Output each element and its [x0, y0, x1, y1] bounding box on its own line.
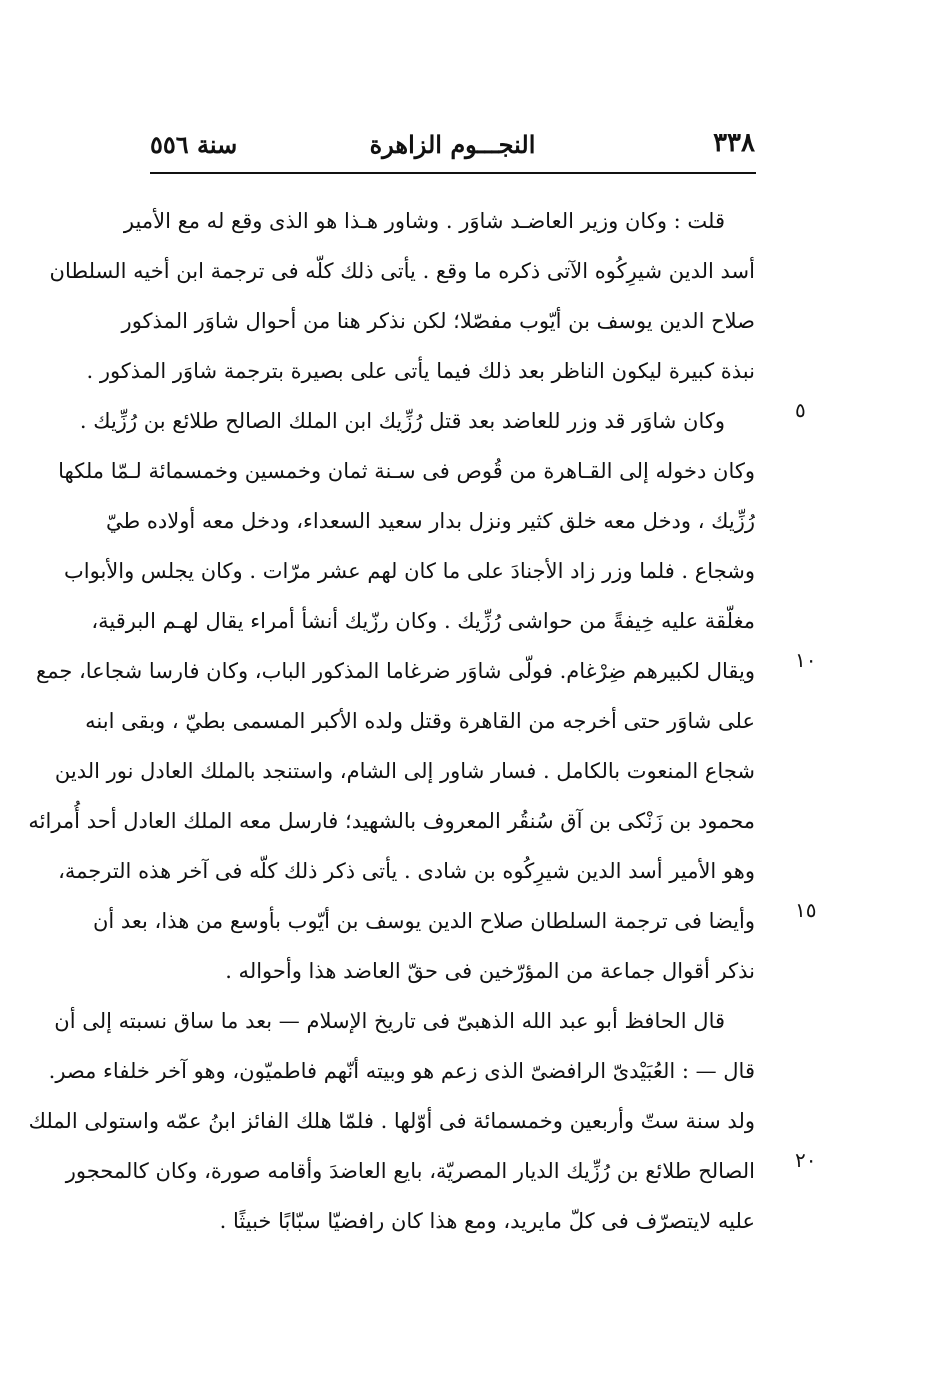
- text-line: قلت : وكان وزير العاضـد شاوَر . وشاور هـذا هو الذى وقع له مع الأمير: [123, 209, 725, 233]
- text-line: ولد سنة ستّ وأربعين وخمسمائة فى أوّلها . فلمّا هلك الفائز ابنُ عمّه واستولى الملك: [28, 1109, 755, 1133]
- text-line: على شاوَر حتى أخرجه من القاهرة وقتل ولده الأكبر المسمى بطيّ ، وبقى ابنه: [85, 709, 755, 733]
- text-line: نبذة كبيرة ليكون الناظر بعد ذلك فيما يأتى على بصيرة بترجمة شاوَر المذكور .: [86, 359, 755, 383]
- text-line: شجاع المنعوت بالكامل . فسار شاور إلى الشام، واستنجد بالملك العادل نور الدين: [54, 759, 755, 783]
- line-number-10: ١٠: [795, 648, 817, 672]
- text-line: وشجاع . فلما وزر زاد الأجنادَ على ما كان لهم عشر مرّات . وكان يجلس والأبواب: [64, 559, 755, 583]
- line-number-15: ١٥: [795, 898, 817, 922]
- text-line: وأيضا فى ترجمة السلطان صلاح الدين يوسف بن أيّوب بأوسع من هذا، بعد أن: [92, 909, 755, 933]
- text-line: صلاح الدين يوسف بن أيّوب مفصّلا؛ لكن نذكر هنا من أحوال شاوَر المذكور: [121, 309, 755, 333]
- text-line: أسد الدين شيرِكُوه الآتى ذكره ما وقع . يأتى ذلك كلّه فى ترجمة ابن أخيه السلطان: [49, 259, 755, 283]
- text-line: نذكر أقوال جماعة من المؤرّخين فى حقّ العاضد هذا وأحواله .: [225, 959, 755, 983]
- running-header: [150, 128, 755, 168]
- text-line: الصالح طلائع بن رُزِّيك الديار المصريّة، بايع العاضدَ وأقامه صورة، وكان كالمحجور: [65, 1159, 755, 1183]
- line-number-20: ٢٠: [795, 1148, 817, 1172]
- text-line: مغلّقة عليه خِيفةً من حواشى رُزِّيك . وكان رزّيك أنشأ أمراء يقال لهـم البرقية،: [91, 609, 755, 633]
- line-number-5: ٥: [795, 398, 806, 422]
- page-number: ٣٣٨: [713, 128, 755, 158]
- text-line: رُزِّيك ، ودخل معه خلق كثير ونزل بدار سعيد السعداء، ودخل معه أولاده طيّ: [105, 509, 755, 533]
- book-title: النجـــوم الزاهرة: [369, 130, 536, 159]
- text-line: ويقال لكبيرهم ضِرْغام. فولّى شاوَر ضرغاما المذكور الباب، وكان فارسا شجاعا، جمع: [36, 659, 755, 683]
- text-line: وكان شاوَر قد وزر للعاضد بعد قتل رُزِّيك ابن الملك الصالح طلائع بن رُزِّيك .: [79, 409, 725, 433]
- text-line: قال — : العُبَيْدىّ الرافضىّ الذى زعم هو وبيته أنّهم فاطميّون، وهو آخر خلفاء مصر.: [48, 1059, 755, 1083]
- text-line: عليه لايتصرّف فى كلّ مايريد، ومع هذا كان رافضيّا سبّابًا خبيثًا .: [219, 1209, 755, 1233]
- text-line: محمود بن زَنْكى بن آق سُنقُر المعروف بالشهيد؛ فارسل معه الملك العادل أحد أُمرائه: [28, 809, 755, 833]
- text-line: قال الحافظ أبو عبد الله الذهبىّ فى تاريخ الإسلام — بعد ما ساق نسبته إلى أن: [54, 1009, 725, 1033]
- header-year: سنة ٥٥٦: [150, 130, 238, 159]
- text-line: وهو الأمير أسد الدين شيرِكُوه بن شادى . يأتى ذكر ذلك كلّه فى آخر هذه الترجمة،: [58, 859, 755, 883]
- header-rule: [150, 172, 756, 174]
- text-line: وكان دخوله إلى القـاهرة من قُوص فى سـنة ثمان وخمسين وخمسمائة لـمّا ملكها: [58, 459, 755, 483]
